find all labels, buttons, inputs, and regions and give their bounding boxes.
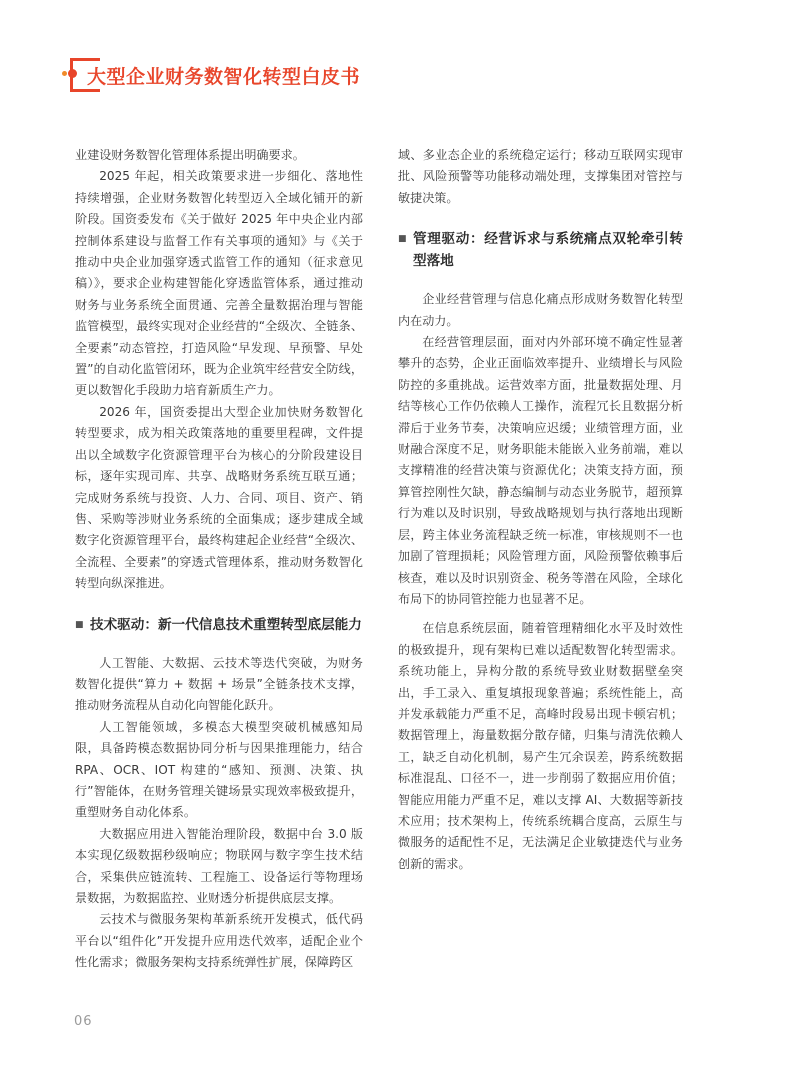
paragraph: 2025 年起，相关政策要求进一步细化、落地性持续增强，企业财务数智化转型迈入全域化铺开的新阶段。国资委发布《关于做好 2025 年中央企业内部控制体系建设与监督工作有关事项的通知》与《关于推动中央企业加强穿透式监管工作的通知（征求意见稿）》，要求企业构建智能化穿透监管体系，通过推动财务与业务系统全面贯通、完善全量数据治理与智能监管模型，最终实现对企业经营的“全级次、全链条、全要素”动态管控，打造风险“早发现、早预警、早处置”的自动化监管闭环，既为企业筑牢经营安全防线，更以数智化手段助力培育新质生产力。: [75, 169, 363, 398]
section-heading-text: 技术驱动：新一代信息技术重塑转型底层能力: [90, 616, 362, 633]
bullet-icon: ■: [75, 619, 84, 630]
section-heading-tech: [75, 614, 363, 636]
bullet-icon: ■: [398, 234, 407, 245]
page-header: [52, 52, 572, 102]
paragraph: 人工智能、大数据、云技术等迭代突破，为财务数智化提供“算力 + 数据 + 场景”全链条技术支撑，推动财务流程从自动化向智能化跃升。: [75, 655, 363, 713]
paragraph: 云技术与微服务架构革新系统开发模式，低代码平台以“组件化”开发提升应用迭代效率，适配企业个性化需求；微服务架构支持系统弹性扩展，保障跨区: [75, 912, 363, 970]
section-heading-text: 管理驱动：经营诉求与系统痛点双轮牵引转型落地: [413, 231, 683, 270]
paragraph: 大数据应用进入智能治理阶段，数据中台 3.0 版本实现亿级数据秒级响应；物联网与数字孪生技术结合，采集供应链流转、工程施工、设备运行等物理场景数据，为数据监控、业财透分析提供底层支撑。: [75, 826, 363, 905]
paragraph: 在经营管理层面，面对内外部环境不确定性显著攀升的态势，企业正面临效率提升、业绩增长与风险防控的多重挑战。运营效率方面，批量数据处理、月结等核心工作仍依赖人工操作，流程冗长且数据分析滞后于业务节奏，决策响应迟缓；业绩管理方面，业财融合深度不足，财务职能未能嵌入业务前端，难以支撑精准的经营决策与资源优化；决策支持方面，预算管控刚性欠缺，静态编制与动态业务脱节，超预算行为难以及时识别，导致战略规划与执行落地出现断层，跨主体业务流程缺乏统一标准，审核规则不一也加剧了管理损耗；风险管理方面，风险预警依赖事后核查，难以及时识别资金、税务等潜在风险，全球化布局下的协同管控能力也显著不足。: [398, 335, 683, 606]
paragraph: 企业经营管理与信息化痛点形成财务数智化转型内在动力。: [398, 292, 683, 328]
paragraph: 在信息系统层面，随着管理精细化水平及时效性的极致提升，现有架构已难以适配数智化转型需求。系统功能上，异构分散的系统导致业财数据壁垒突出，手工录入、重复填报现象普遍；系统性能上，高并发承载能力严重不足，高峰时段易出现卡顿宕机；数据管理上，海量数据分散存储，归集与清洗依赖人工，缺乏自动化机制，易产生冗余误差，跨系统数据标准混乱、口径不一，进一步削弱了数据应用价值；智能应用能力严重不足，难以支撑 AI、大数据等新技术应用；技术架构上，传统系统耦合度高，云原生与微服务的适配性不足，无法满足企业敏捷迭代与业务创新的需求。: [398, 621, 683, 871]
section-heading-management: [398, 228, 683, 272]
paragraph: 域、多业态企业的系统稳定运行；移动互联网实现审批、风险预警等功能移动端处理，支撑集团对管控与敏捷决策。: [398, 148, 683, 205]
paragraph: 人工智能领域，多模态大模型突破机械感知局限，具备跨模态数据协同分析与因果推理能力，结合 RPA、OCR、IOT 构建的“感知、预测、决策、执行”智能体，在财务管理关键场景实现效率极致提升，重塑财务自动化体系。: [75, 719, 363, 820]
left-column: [75, 145, 363, 974]
paragraph: 业建设财务数智化管理体系提出明确要求。: [75, 148, 305, 162]
document-title: 大型企业财务数智化转型白皮书: [87, 66, 361, 88]
decorative-dot-icon: [62, 71, 67, 76]
right-column: [398, 145, 683, 875]
page-number: 06: [74, 1014, 93, 1029]
paragraph: 2026 年，国资委提出大型企业加快财务数智化转型要求，成为相关政策落地的重要里程碑，文件提出以全域数字化资源管理平台为核心的分阶段建设目标，逐年实现司库、共享、战略财务系统互联互通；完成财务系统与投资、人力、合同、项目、资产、销售、采购等涉财业务系统的全面集成；逐步建成全域数字化资源管理平台，最终构建起企业经营“全级次、全流程、全要素”的穿透式管理体系，推动财务数智化转型向纵深推进。: [75, 404, 363, 591]
